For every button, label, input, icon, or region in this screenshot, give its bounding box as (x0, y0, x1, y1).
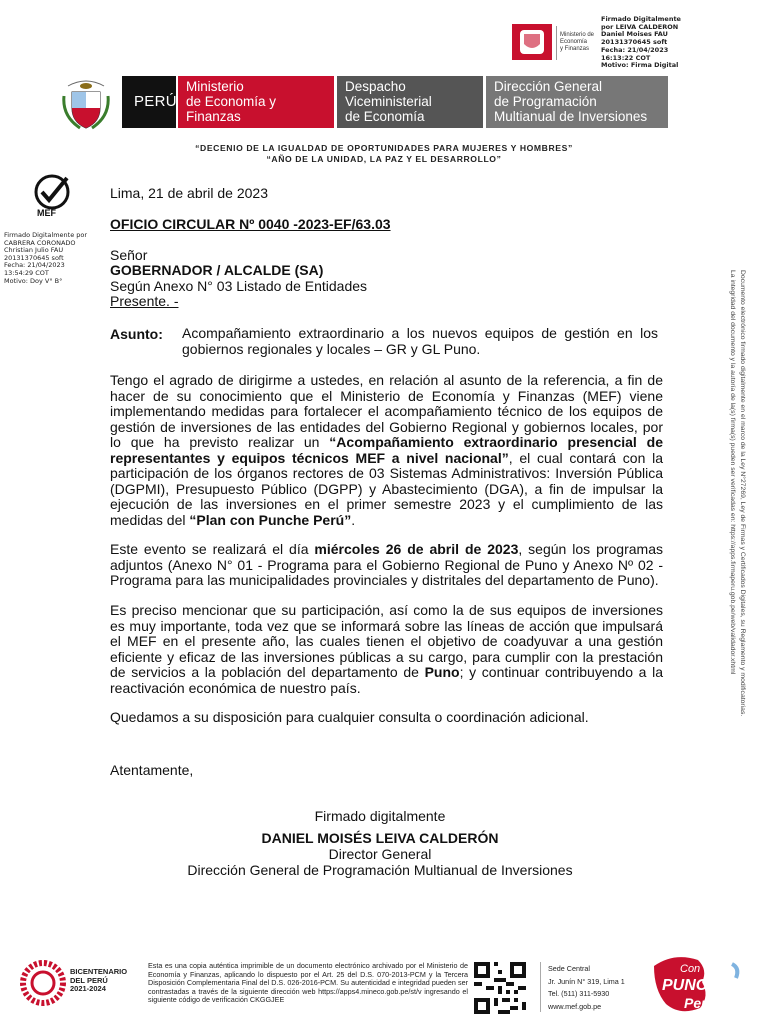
coat-of-arms-icon (512, 20, 552, 64)
paragraph-3 (110, 603, 663, 696)
subject-label: Asunto: (110, 326, 163, 342)
signer-role: Director General (328, 846, 432, 862)
salutation: Señor (110, 247, 148, 263)
decenio-line2: “AÑO DE LA UNIDAD, LA PAZ Y EL DESARROLLO” (266, 154, 502, 164)
p2-bold-date: miércoles 26 de abril de 2023 (314, 541, 519, 557)
letter-date: Lima, 21 de abril de 2023 (110, 185, 268, 201)
side-legal-text (728, 270, 748, 750)
decenio-header (0, 143, 768, 165)
qr-code (474, 962, 526, 1014)
viceministry-name: Despacho Viceministerial de Economía (345, 79, 432, 124)
divider (556, 26, 557, 60)
ministry-small-text: Ministerio de Economía y Finanzas (560, 32, 595, 52)
side-text-line1: Documento electrónico firmado digitalmente en el marco de la Ley N°27269, Ley de Firmas y Certificados Digitales, su Reglamento y modificatorias. (739, 270, 746, 717)
punche-peru-text: Perú (684, 995, 716, 1011)
p1-bold-plan: “Plan con Punche Perú” (189, 511, 352, 528)
punche-peru-logo (640, 950, 750, 1020)
mef-label: MEF (37, 208, 56, 218)
signer-unit: Dirección General de Programación Multianual de Inversiones (187, 862, 573, 878)
p1-text-a: Tengo el agrado de dirigirme a ustedes, en relación al asunto de la referencia, a fin de hacer de su conocimiento que el Ministerio de Economía y Finanzas (MEF) viene implementando medidas para fortalecer el acompañamiento técnico de los equipos de gestión de inversiones de las entidades del Gobierno Regional y gobiernos locales, por lo que ha previsto realizar un (110, 372, 663, 450)
headquarters-info: Sede Central Jr. Junín N° 319, Lima 1 Tel. (511) 311-5930 www.mef.gob.pe (548, 964, 625, 1011)
direction-name: Dirección General de Programación Multianual de Inversiones (494, 79, 648, 124)
closing: Atentamente, (110, 762, 194, 778)
punche-con-text: Con (680, 963, 701, 975)
p2-text-c: , según los programas adjuntos (Anexo N° 01 - Programa para el Gobierno Regional de Puno y Anexo Nº 02 - Programa para las municipalidades provinciales y distritales del departamento de Puno). (110, 541, 663, 588)
p1-text-e: . (351, 511, 356, 528)
qr-code-icon (474, 962, 526, 1014)
digital-signature-left: Firmado Digitalmente por CABRERA CORONADO Christian Julio FAU 20131370645 soft Fecha: 21/04/2023 13:54:29 COT Motivo: Doy V° B° (4, 231, 88, 285)
signed-digitally: Firmado digitalmente (314, 808, 446, 824)
footer-divider (540, 962, 541, 1012)
presente: Presente. - (110, 293, 179, 309)
viceministry-block (337, 76, 483, 128)
coat-of-arms-icon (62, 76, 110, 132)
country-label: PERÚ (134, 93, 177, 110)
check-circle-icon (30, 174, 74, 210)
paragraph-1 (110, 373, 663, 528)
digital-signature-top: Firmado Digitalmente por LEIVA CALDERON Daniel Moises FAU 20131370645 soft Fecha: 21/04/2023 16:13:22 COT Motivo: Firma Digital (601, 15, 681, 70)
p3-text-a: Es preciso mencionar que su participación, así como la de sus equipos de inversiones es muy importante, toda vez que se informará sobre las líneas de acción que impulsará el MEF en el presente año, las cuales tienen el objetivo de coadyuvar a una gestión eficiente y eficaz de las inversiones públicas a su cargo, para cumplir con la prestación de servicios a la población del departamento de (110, 602, 663, 680)
paragraph-2 (110, 542, 663, 589)
paragraph-4: Quedamos a su disposición para cualquier consulta o coordinación adicional. (110, 709, 589, 725)
direction-block (486, 76, 668, 128)
subject-text: Acompañamiento extraordinario a los nuevos equipos de gestión en los gobiernos regionales y locales – GR y GL Puno. (182, 325, 658, 357)
side-text-line2: La integridad del documento y la autoría de la(s) firma(s) pueden ser verificadas en: https://apps.firmaperu.gob.pe/web/validador.xhtml (729, 270, 736, 675)
ministry-block (178, 76, 334, 128)
decenio-line1: “DECENIO DE LA IGUALDAD DE OPORTUNIDADES PARA MUJERES Y HOMBRES” (195, 143, 573, 153)
peru-box (122, 76, 176, 128)
p2-text-a: Este evento se realizará el día (110, 541, 315, 557)
addressee-annex: Según Anexo N° 03 Listado de Entidades (110, 278, 368, 294)
p1-text-c: , el cual contará con la participación de los órganos rectores de 03 Sistemas Administrativos: Inversión Pública (DGPMI), Presupuesto Público (DGPP) y Abastecimiento (DGA), a fin de impulsar la ejecución de las inversiones en el primer semestre 2023 y el cumplimiento de las medidas del (110, 449, 663, 528)
bicentenario-emblem-icon (20, 960, 66, 1006)
signer-name: DANIEL MOISÉS LEIVA CALDERÓN (261, 830, 499, 846)
peru-map-icon (640, 950, 750, 1020)
peru-coat-of-arms (62, 76, 110, 132)
punche-word-text: PUNCHE (662, 977, 730, 994)
ministry-name: Ministerio de Economía y Finanzas (186, 79, 277, 124)
mef-small-logo (512, 20, 598, 66)
addressee: GOBERNADOR / ALCALDE (SA) (110, 262, 324, 278)
authenticity-note: Esta es una copia auténtica imprimible de un documento electrónico archivado por el Ministerio de Economía y Finanzas, aplicando lo dispuesto por el Art. 25 del D.S. 070-2013-PCM y la Tercera Disposición Complementaria Final del D.S. 026-2016-PCM. Su autenticidad e integridad pueden ser contrastadas a través de la siguiente dirección web https://apps4.mineco.gob.pe/st/v ingresando el siguiente código de verificación CKGGJEE (148, 961, 468, 1005)
p3-text-c: ; y continuar contribuyendo a la reactivación económica de nuestro país. (110, 664, 663, 696)
p1-bold-event: “Acompañamiento extraordinario presencial de representantes y equipos técnicos MEF a nivel nacional” (110, 434, 663, 466)
p3-bold-puno: Puno (424, 664, 460, 680)
bicentenario-title: BICENTENARIO DEL PERÚ 2021-2024 (70, 967, 128, 994)
oficio-number: OFICIO CIRCULAR Nº 0040 -2023-EF/63.03 (110, 216, 391, 232)
bicentenario-logo (20, 960, 140, 1012)
